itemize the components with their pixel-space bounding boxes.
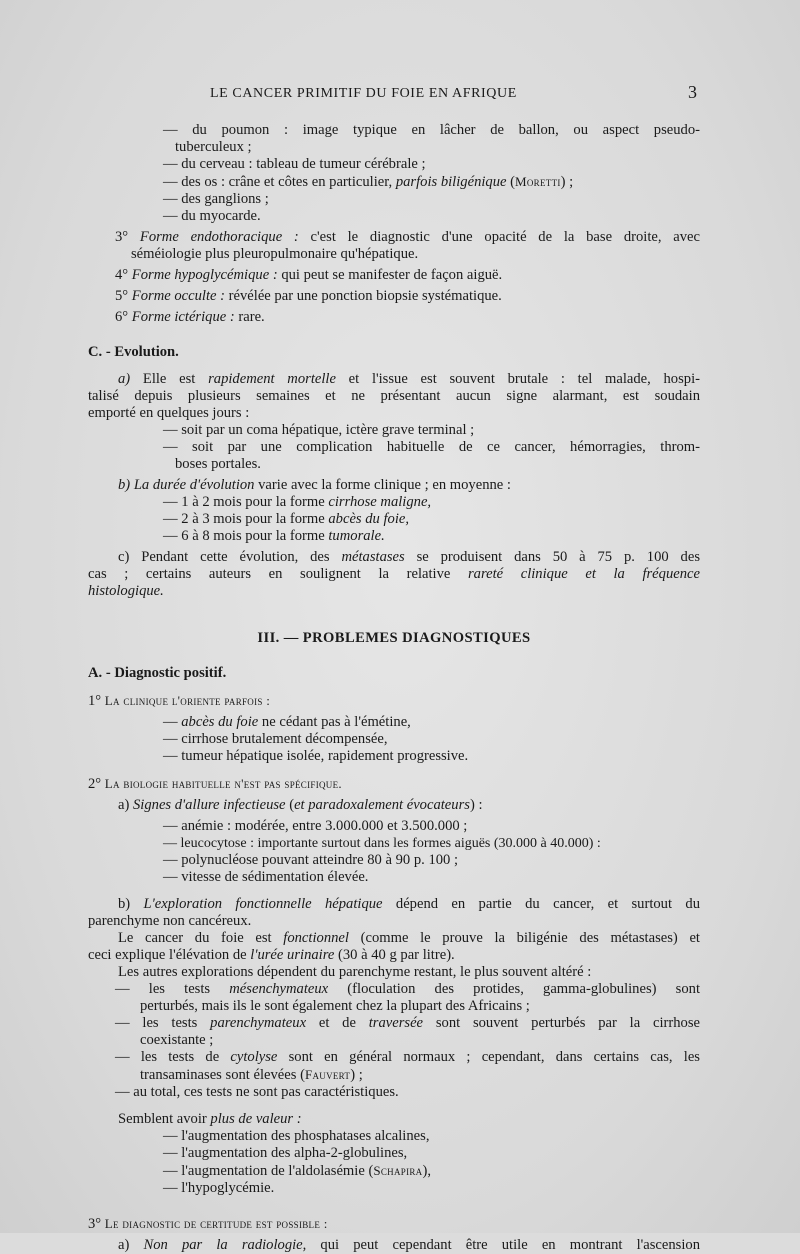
paragraph-line: Le cancer du foie est fonctionnel (comme le prouve la biligénie des métastases) et [118, 930, 700, 946]
list-item: — l'augmentation des alpha-2-globulines, [163, 1145, 408, 1161]
paragraph-line: a) Signes d'allure infectieuse (et paradoxalement évocateurs) : [118, 797, 483, 813]
list-item: boses portales. [175, 456, 261, 472]
list-item: — du cerveau : tableau de tumeur cérébrale ; [163, 156, 426, 172]
evolution-a [88, 371, 700, 473]
list-item: — du myocarde. [163, 208, 261, 224]
list-item: — vitesse de sédimentation élevée. [163, 869, 369, 885]
list-item: séméiologie plus pleuropulmonaire qu'hépatique. [131, 246, 419, 262]
page-body [88, 122, 700, 1254]
list-item: — du poumon : image typique en lâcher de ballon, ou aspect pseudo- [163, 122, 700, 138]
metastases-list [88, 122, 700, 225]
list-item: 6° Forme ictérique : rare. [115, 309, 265, 325]
list-item: — cirrhose brutalement décompensée, [163, 731, 388, 747]
diagnostic-positive-heading: A. - Diagnostic positif. [88, 665, 227, 681]
list-item: tuberculeux ; [175, 139, 252, 155]
list-item: — 1 à 2 mois pour la forme cirrhose maligne, [163, 494, 432, 510]
list-item: — l'augmentation des phosphatases alcalines, [163, 1128, 430, 1144]
list-item: 4° Forme hypoglycémique : qui peut se manifester de façon aiguë. [115, 267, 503, 283]
list-item: 3° Forme endothoracique : c'est le diagnostic d'une opacité de la base droite, avec [115, 229, 700, 245]
paragraph-line: ceci explique l'élévation de l'urée urinaire (30 à 40 g par litre). [88, 947, 455, 963]
point-2 [88, 775, 700, 1197]
list-item: — tumeur hépatique isolée, rapidement progressive. [163, 748, 469, 764]
point-heading: 3° Le diagnostic de certitude est possible : [88, 1216, 328, 1232]
list-item: — soit par un coma hépatique, ictère grave terminal ; [163, 422, 475, 438]
paragraph-line: a) Elle est rapidement mortelle et l'issue est souvent brutale : tel malade, hospi- [118, 371, 700, 387]
point-heading: 1° La clinique l'oriente parfois : [88, 693, 271, 709]
list-item: — l'hypoglycémie. [163, 1180, 275, 1196]
paragraph-line: Les autres explorations dépendent du parenchyme restant, le plus souvent altéré : [118, 964, 592, 980]
running-title: LE CANCER PRIMITIF DU FOIE EN AFRIQUE [210, 86, 517, 101]
paragraph-line: c) Pendant cette évolution, des métastases se produisent dans 50 à 75 p. 100 des [118, 549, 700, 565]
list-item: — abcès du foie ne cédant pas à l'émétine, [163, 714, 411, 730]
point-3 [88, 1215, 700, 1254]
paragraph-line: cas ; certains auteurs en soulignent la relative rareté clinique et la fréquence [88, 566, 700, 582]
section-title: III. — PROBLEMES DIAGNOSTIQUES [257, 630, 531, 646]
list-item: — leucocytose : importante surtout dans les formes aiguës (30.000 à 40.000) : [163, 836, 601, 851]
list-item: — anémie : modérée, entre 3.000.000 et 3.500.000 ; [163, 818, 468, 834]
paragraph-line: parenchyme non cancéreux. [88, 913, 252, 929]
paragraph-line: histologique. [88, 583, 164, 599]
list-item: — les tests de cytolyse sont en général normaux ; cependant, dans certains cas, les [115, 1049, 700, 1065]
paragraph-line: b) L'exploration fonctionnelle hépatique dépend en partie du cancer, et surtout du [118, 896, 700, 912]
list-item: — l'augmentation de l'aldolasémie (Schapira), [163, 1163, 431, 1179]
list-item: — 6 à 8 mois pour la forme tumorale. [163, 528, 385, 544]
point-1 [88, 692, 700, 765]
list-item: — des ganglions ; [163, 191, 269, 207]
list-item: coexistante ; [140, 1032, 214, 1048]
paragraph-line: b) La durée d'évolution varie avec la forme clinique ; en moyenne : [118, 477, 511, 493]
point-heading: 2° La biologie habituelle n'est pas spécifique. [88, 776, 342, 792]
list-item: — au total, ces tests ne sont pas caractéristiques. [115, 1084, 399, 1100]
paragraph-line: talisé depuis plusieurs semaines et ne présentant aucun signe alarmant, est soudain [88, 388, 700, 404]
list-item: — les tests mésenchymateux (floculation des protides, gamma-globulines) sont [115, 981, 700, 997]
list-item: — polynucléose pouvant atteindre 80 à 90 p. 100 ; [163, 852, 459, 868]
evolution-heading: C. - Evolution. [88, 344, 179, 360]
page-number: 3 [688, 82, 697, 102]
paragraph-line: Semblent avoir plus de valeur : [118, 1111, 302, 1127]
list-item: — soit par une complication habituelle de ce cancer, hémorragies, throm- [163, 439, 700, 455]
paragraph-line: a) Non par la radiologie, qui peut cependant être utile en montrant l'ascension [118, 1237, 700, 1253]
evolution-b [88, 477, 700, 545]
list-item: — les tests parenchymateux et de traversée sont souvent perturbés par la cirrhose [115, 1015, 700, 1031]
list-item: — 2 à 3 mois pour la forme abcès du foie, [163, 511, 410, 527]
list-item: — des os : crâne et côtes en particulier, parfois biligénique (Moretti) ; [163, 174, 574, 190]
paragraph-line: emporté en quelques jours : [88, 405, 250, 421]
list-item: perturbés, mais ils le sont également chez la plupart des Africains ; [140, 998, 530, 1014]
list-item: 5° Forme occulte : révélée par une ponction biopsie systématique. [115, 288, 502, 304]
evolution-c [88, 549, 700, 600]
list-item: transaminases sont élevées (Fauvert) ; [140, 1067, 363, 1083]
clinical-forms-list [88, 229, 700, 326]
